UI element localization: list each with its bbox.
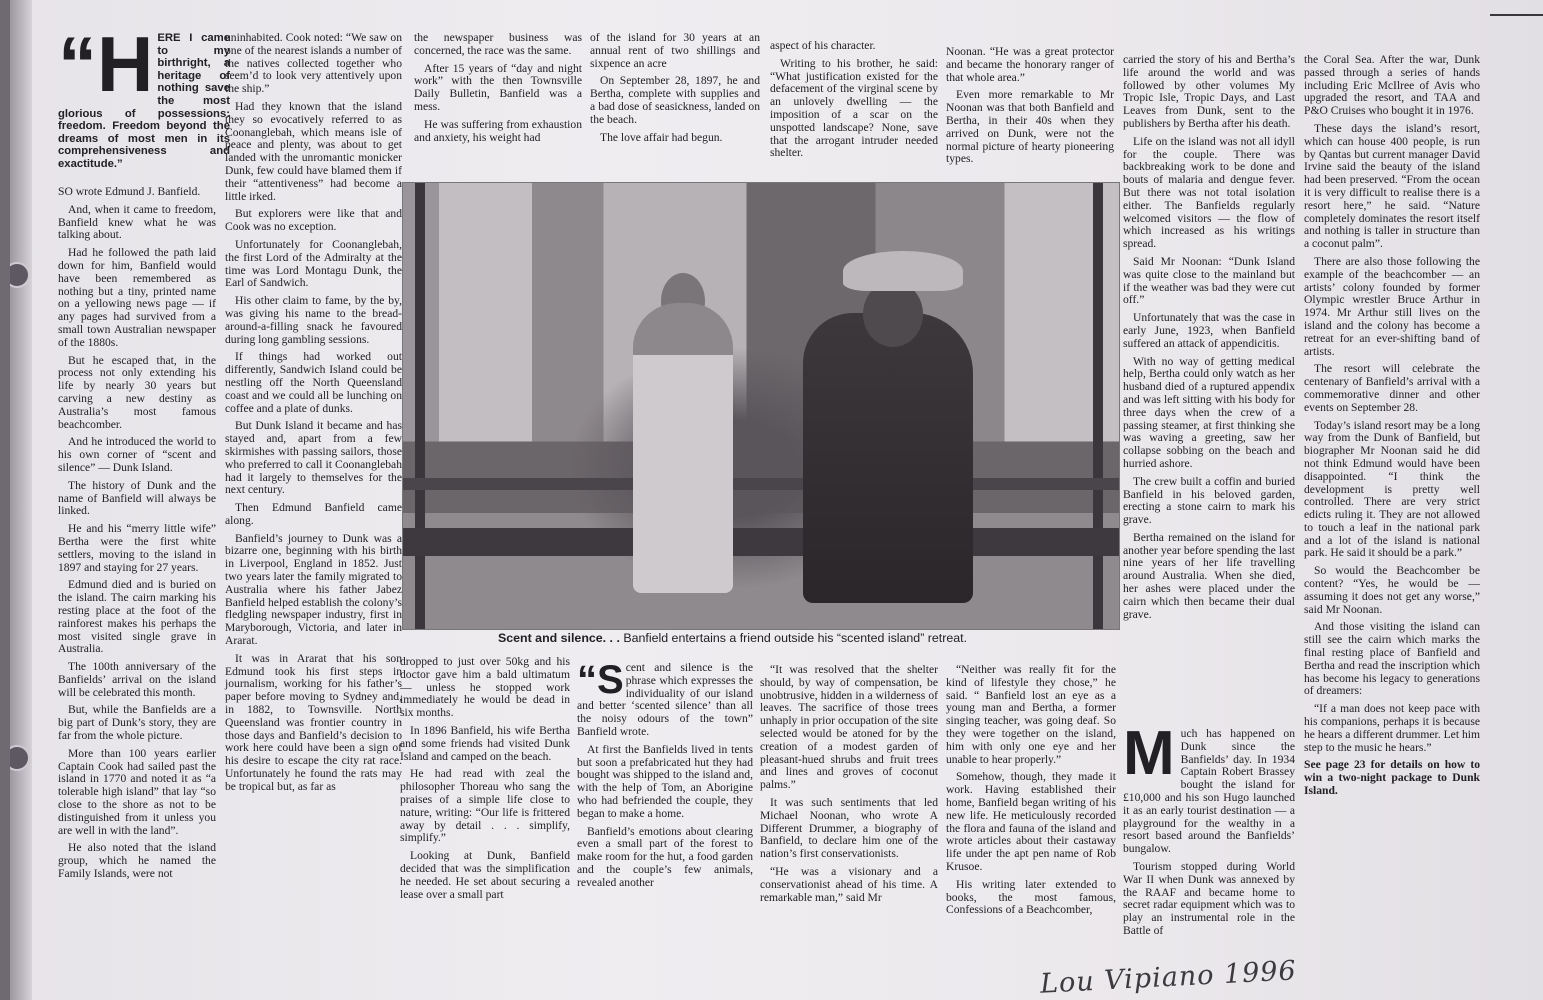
- paragraph: And he introduced the world to his own corner of “scent and silence” — Dunk Island.: [58, 435, 216, 474]
- column-7: [1123, 54, 1295, 626]
- paragraph: Tourism stopped during World War II when Dunk was annexed by the RAAF and became home to secret radar equipment which was to play an instrumental role in the Battle of: [1123, 859, 1295, 937]
- paragraph: On September 28, 1897, he and Bertha, complete with supplies and a bad dose of seasickness, landed on the beach.: [590, 74, 760, 126]
- paragraph: In 1896 Banfield, his wife Bertha and some friends had visited Dunk Island and camped on the beach.: [400, 723, 570, 763]
- column-2: [225, 32, 402, 799]
- paragraph: The 100th anniversary of the Banfields’ arrival on the island will be celebrated this month.: [58, 660, 216, 699]
- caption-text: Banfield entertains a friend outside his “scented island” retreat.: [619, 631, 968, 645]
- much-happened-text: uch has happened on Dunk since the Banfields’ day. In 1934 Captain Robert Brassey bought the island for £10,000 and his son Hugo launched it as an early tourist destination — a playground for the wealthy in a resort based around the Banfields’ bungalow.: [1123, 727, 1295, 856]
- paragraph: Unfortunately for Coonanglebah, the first Lord of the Admiralty at the time was Lord Montagu Dunk, the Earl of Sandwich.: [225, 237, 402, 290]
- column-7-bottom: [1123, 719, 1295, 943]
- paragraph: He was suffering from exhaustion and anxiety, his weight had: [414, 117, 582, 144]
- column-7-tail: [1123, 861, 1295, 938]
- article-intro: [58, 20, 230, 171]
- paragraph: He had read with zeal the philosopher Thoreau who sang the praises of a simple life close to nature, writing: “Our life is frittered away by detail . . . simplify, simplify.”: [400, 767, 570, 845]
- paragraph: Looking at Dunk, Banfield decided that was the simplification he needed. He set about securing a lease over a small part: [400, 849, 570, 901]
- paragraph: The resort will celebrate the centenary of Banfield’s arrival with a commemorative dinner and other events on September 28.: [1304, 362, 1480, 414]
- historic-photo: [402, 182, 1120, 630]
- paragraph: Banfield’s journey to Dunk was a bizarre one, beginning with his birth in Liverpool, England in 1852. Just two years later the family migrated to Australia where his father Jabez Banfield helped establish the colony’s fledgling newspaper industry, first in Maryborough, Victoria, and later in Ararat.: [225, 531, 402, 648]
- column-8: [1304, 54, 1480, 803]
- column-5-bottom: [760, 664, 938, 909]
- photo-post: [1093, 183, 1103, 629]
- column-3-bottom: [400, 656, 570, 906]
- paragraph: It was in Ararat that his son Edmund took his first steps in journalism, working for his father’s paper before moving to Sydney and, in 1882, to Townsville. North Queensland was frontier country in those days and Banfield’s decision to work here could have been a sign of his desire to escape the city rat race. Unfortunately he found the rats may be tropical but, as far as: [225, 651, 402, 793]
- paragraph: But, while the Banfields are a big part of Dunk’s story, they are far from the whole picture.: [58, 703, 216, 743]
- paragraph: After 15 years of “day and night work” with the then Townsville Daily Bulletin, Banfield was a mess.: [414, 61, 582, 113]
- paragraph: Noonan. “He was a great protector and became the honorary ranger of that whole area.”: [946, 45, 1114, 84]
- paragraph: dropped to just over 50kg and his doctor gave him a bald ultimatum — unless he stopped work immediately he would be dead in six months.: [400, 655, 570, 720]
- paragraph: of the island for 30 years at an annual rent of two shillings and sixpence an acre: [590, 31, 760, 70]
- paragraph: There are also those following the example of the beachcomber — an artists’ colony founded by former Olympic wrestler Bruce Arthur in 1974. Mr Arthur still lives on the island and the colony has become a retreat for an ever-shifting band of artists.: [1304, 254, 1480, 358]
- promo-note: See page 23 for details on how to win a two-night package to Dunk Island.: [1304, 758, 1480, 798]
- paragraph: the newspaper business was concerned, the race was the same.: [414, 31, 582, 57]
- paragraph: “It was resolved that the shelter should, by way of compensation, be unobtrusive, hidden in a wilderness of leaves. The sacrifice of those trees unhaply in prior occupation of the site selected would be atoned for by the creation of a modest garden of pleasant-hued shrubs and fruit trees and lines and groves of coconut palms.”: [760, 663, 938, 792]
- paragraph: Banfield’s emotions about clearing even a small part of the forest to make room for the hut, a food garden and the couple’s few animals, revealed another: [577, 824, 753, 889]
- paragraph: Then Edmund Banfield came along.: [225, 501, 402, 527]
- paragraph: carried the story of his and Bertha’s life around the world and was followed by other volumes My Tropic Isle, Tropic Days, and Last Leaves from Dunk, sent to the publishers by Bertha after his death.: [1123, 53, 1295, 130]
- paragraph: It was such sentiments that led Michael Noonan, who wrote A Different Drummer, a biography of Banfield, to declare him one of the nation’s first conservationists.: [760, 795, 938, 861]
- paragraph: He and his “merry little wife” Bertha were the first white settlers, moving to the island in 1897 and staying for 27 years.: [58, 522, 216, 574]
- binder-spine: [10, 0, 32, 1000]
- paragraph: SO wrote Edmund J. Banfield.: [58, 185, 201, 198]
- newspaper-clipping: [10, 0, 1543, 1000]
- paragraph: “He was a visionary and a conservationist ahead of his time. A remarkable man,” said Mr: [760, 864, 938, 904]
- paragraph: His writing later extended to books, the most famous, Confessions of a Beachcomber,: [946, 877, 1116, 917]
- drop-cap-h: “H: [58, 20, 154, 108]
- paragraph: Bertha remained on the island for another year before spending the last nine years of her life travelling around Australia. When she died, her ashes were placed under the cairn which then became their dual grave.: [1123, 530, 1295, 621]
- column-6-top: [946, 46, 1114, 171]
- paragraph: But he escaped that, in the process not only extending his life by nearly 30 years but carving a new destiny as Australia’s most famous beachcomber.: [58, 353, 216, 431]
- photo-hat: [843, 251, 963, 291]
- paragraph: And, when it came to freedom, Banfield knew what he was talking about.: [58, 202, 216, 242]
- paragraph: The crew built a coffin and buried Banfield in his beloved garden, erecting a stone cairn to mark his grave.: [1123, 474, 1295, 527]
- paragraph: uninhabited. Cook noted: “We saw on one of the nearest islands a number of the natives collected together who seem’d to look very attentively upon the ship.”: [225, 31, 402, 96]
- paragraph: Writing to his brother, he said: “What justification existed for the defacement of the virginal scene by an unlovely dwelling — the imposition of a scar on the unspotted landscape? None, save that the arrogant intruder needed shelter.: [770, 56, 938, 160]
- photo-caption: [498, 631, 1138, 645]
- paragraph: The history of Dunk and the name of Banfield will always be linked.: [58, 478, 216, 518]
- paragraph: “Neither was really fit for the kind of lifestyle they chose,” he said. “ Banfield lost an eye as a young man and Bertha, a former singing teacher, was going deaf. So they were together on the island, him with only one eye and her unable to hear properly.”: [946, 663, 1116, 766]
- paragraph: Somehow, though, they made it work. Having established their home, Banfield began writing of his new life. He meticulously recorded the flora and fauna of the island and wrote articles about their castaway life under the apt pen name of Rob Krusoe.: [946, 770, 1116, 873]
- paragraph: If things had worked out differently, Sandwich Island could be nestling off the North Queensland coast and we could all be lunching on coffee and a plate of dunks.: [225, 350, 402, 415]
- paragraph: With no way of getting medical help, Bertha could only watch as her husband died of a ruptured appendix and was left sitting with his body for three days when the crew of a passing steamer, at first thinking she was waving a greeting, saw her collapse sobbing on the beach and hurried ashore.: [1123, 354, 1295, 470]
- column-1: [58, 186, 216, 886]
- paragraph: More than 100 years earlier Captain Cook had sailed past the island in 1770 and noted it as “a tolerable high island” that lay “so close to the shore as not to be distinguished from it unless you are well in with the land”.: [58, 746, 216, 837]
- column-4-top: [590, 32, 760, 149]
- paragraph: Had he followed the path laid down for him, Banfield would have been remembered as nothing but a tiny, printed name on a yellowing news page — if any pages had survived from a small town Australian newspaper of the 1880s.: [58, 246, 216, 349]
- photo-man: [803, 313, 973, 603]
- photo-veranda: [403, 478, 1119, 490]
- intro-text: ERE I came to my birthright, a heritage of nothing save the most glorious of possessions: freedom. Freedom beyond the dreams of most men in its comprehensiveness and exactitude.”: [58, 32, 230, 170]
- paragraph: He also noted that the island group, which he named the Family Islands, were not: [58, 841, 216, 881]
- paragraph: So would the Beachcomber be content? “Yes, he would be — assuming it does not get any worse,” said Mr Noonan.: [1304, 564, 1480, 616]
- much-happened-para: [1123, 719, 1295, 856]
- paragraph: But explorers were like that and Cook was no exception.: [225, 207, 402, 234]
- paragraph: Edmund died and is buried on the island. The cairn marking his resting place at the foot of the rainforest makes his perhaps the most visited single grave in Australia.: [58, 578, 216, 656]
- paragraph: Said Mr Noonan: “Dunk Island was quite close to the mainland but if the weather was bad they were cut off.”: [1123, 254, 1295, 307]
- scent-quote-text: cent and silence is the phrase which expresses the individuality of our island and better ‘scented silence’ than all the noisy odours of the town” Banfield wrote.: [577, 661, 753, 738]
- paragraph: aspect of his character.: [770, 39, 876, 52]
- drop-cap-s: “S: [577, 658, 624, 702]
- paragraph: Even more remarkable to Mr Noonan was that both Banfield and Bertha, in their 40s when they arrived on Dunk, were not the normal picture of hearty pioneering types.: [946, 88, 1114, 166]
- paragraph: But Dunk Island it became and has stayed and, apart from a few skirmishes with passing sailors, those who preferred to call it Coonanglebah had it largely to themselves for the next century.: [225, 419, 402, 497]
- column-3-top: [414, 32, 582, 149]
- paragraph: Had they known that the island they so evocatively referred to as Coonanglebah, which means isle of peace and plenty, was about to get landed with the unromantic monicker Dunk, few could have blamed them if their “attentiveness” had become a little irked.: [225, 99, 402, 203]
- paragraph: Life on the island was not all idyll for the couple. There was backbreaking work to be done and bouts of malaria and dengue fever. But there was not total isolation either. The Banfields regularly welcomed visitors — the flow of which increased as his writings spread.: [1123, 134, 1295, 251]
- paragraph: His other claim to fame, by the by, was giving his name to the bread-around-a-filling snack he favoured during long gambling sessions.: [225, 294, 402, 346]
- photo-post: [415, 183, 425, 629]
- paragraph: These days the island’s resort, which can house 400 people, is run by Qantas but current manager David Irvine said the beauty of the island had been preserved. “From the ocean it is very difficult to realise there is a resort here,” he said. “Nature completely dominates the resort itself and nothing is taller in structure than a coconut palm”.: [1304, 121, 1480, 251]
- drop-cap-m: M: [1123, 719, 1175, 788]
- handwritten-signature: Lou Vipiano 1996: [1039, 955, 1298, 1000]
- column-6-bottom: [946, 664, 1116, 922]
- paragraph: The love affair had begun.: [600, 130, 723, 144]
- photo-step: [403, 528, 1119, 556]
- paragraph: the Coral Sea. After the war, Dunk passed through a series of hands including Eric McIlree of Avis who upgraded the resort, and TAA and P&O Cruises who bought it in 1976.: [1304, 53, 1480, 118]
- paragraph: At first the Banfields lived in tents but soon a prefabricated hut they had bought was shipped to the island and, with the help of Tom, an Aborigine who had befriended the couple, they began to make a home.: [577, 742, 753, 820]
- scent-quote: [577, 658, 753, 739]
- paragraph: Unfortunately that was the case in early June, 1923, when Banfield suffered an attack of appendicitis.: [1123, 311, 1295, 350]
- paragraph: “If a man does not keep pace with his companions, perhaps it is because he hears a different drummer. Let him step to the music he hears.”: [1304, 702, 1480, 754]
- photo-woman: [633, 303, 733, 593]
- column-4-bottom-body: [577, 744, 753, 890]
- column-4-bottom: [577, 658, 753, 895]
- paragraph: And those visiting the island can still see the cairn which marks the final resting place of Banfield and Bertha and read the inscription which has become his legacy to generations of dreamers:: [1304, 620, 1480, 698]
- column-5-top: [770, 40, 938, 165]
- paragraph: Today’s island resort may be a long way from the Dunk of Banfield, but biographer Mr Noonan said he did not think Edmund would have been disappointed. “I think the development is pretty well controlled. There are very strict edicts ruling it. They are not allowed to touch a leaf in the national park and a lot of the island is national park. He said it should be a park.”: [1304, 418, 1480, 560]
- caption-lead: Scent and silence. . .: [498, 631, 620, 645]
- top-rule: [1490, 14, 1543, 16]
